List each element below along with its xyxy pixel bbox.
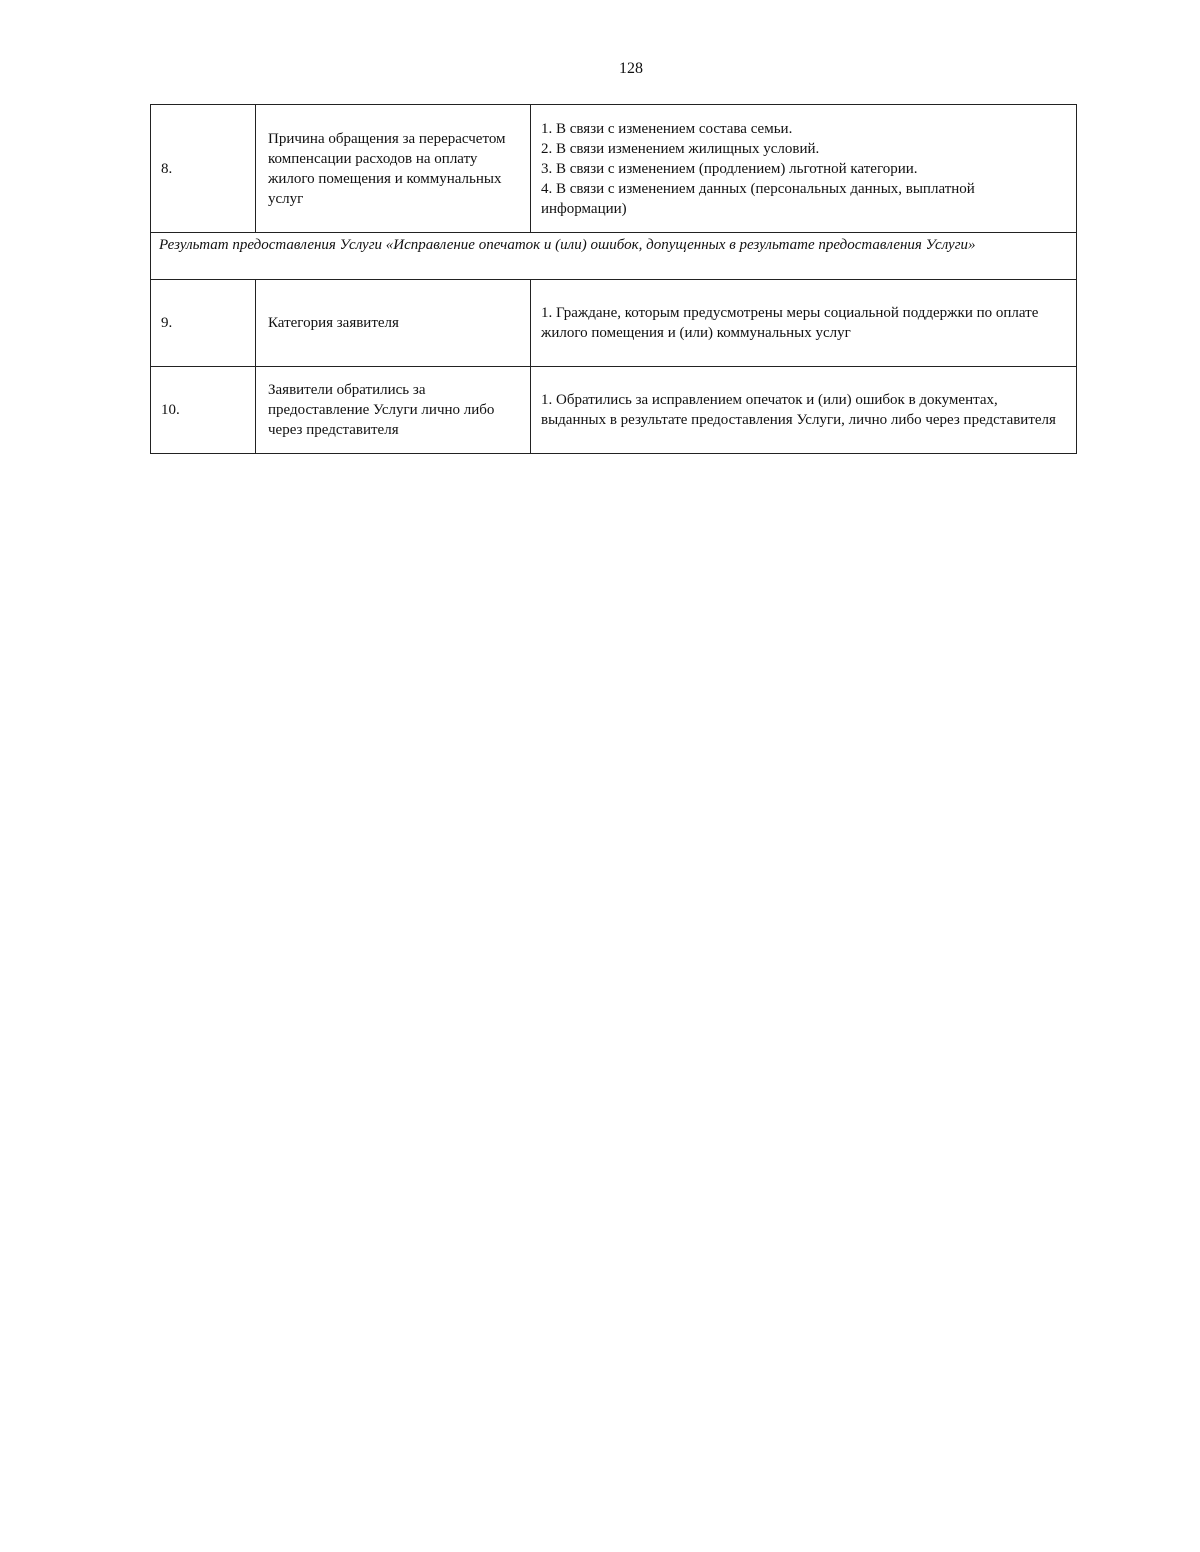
criteria-table bbox=[150, 104, 1077, 454]
page-number: 128 bbox=[619, 60, 643, 77]
criterion-value: 3. В связи с изменением (продлением) льготной категории. bbox=[541, 160, 918, 177]
row-number: 10. bbox=[151, 367, 256, 454]
table-row bbox=[151, 105, 1077, 233]
criterion-name: Заявители обратились за предоставление Услуги лично либо через представителя bbox=[256, 367, 531, 454]
row-number: 8. bbox=[151, 105, 256, 233]
criterion-values bbox=[531, 105, 1077, 233]
criterion-name: Категория заявителя bbox=[256, 280, 531, 367]
criterion-name: Причина обращения за перерасчетом компенсации расходов на оплату жилого помещения и коммунальных услуг bbox=[256, 105, 531, 233]
criterion-value: 1. Граждане, которым предусмотрены меры социальной поддержки по оплате жилого помещения и (или) коммунальных услуг bbox=[541, 305, 1039, 341]
criterion-value: 1. Обратились за исправлением опечаток и (или) ошибок в документах, выданных в результате предоставления Услуги, лично либо через представителя bbox=[541, 392, 1056, 428]
section-title: Результат предоставления Услуги «Исправление опечаток и (или) ошибок, допущенных в результате предоставления Услуги» bbox=[151, 233, 1077, 280]
section-header-row bbox=[151, 233, 1077, 280]
table-row bbox=[151, 280, 1077, 367]
criterion-value: 1. В связи с изменением состава семьи. bbox=[541, 120, 793, 137]
row-number: 9. bbox=[151, 280, 256, 367]
table-row bbox=[151, 367, 1077, 454]
criterion-value: 2. В связи изменением жилищных условий. bbox=[541, 140, 820, 157]
criterion-values bbox=[531, 367, 1077, 454]
criterion-values bbox=[531, 280, 1077, 367]
criterion-value: 4. В связи с изменением данных (персональных данных, выплатной информации) bbox=[541, 180, 975, 217]
